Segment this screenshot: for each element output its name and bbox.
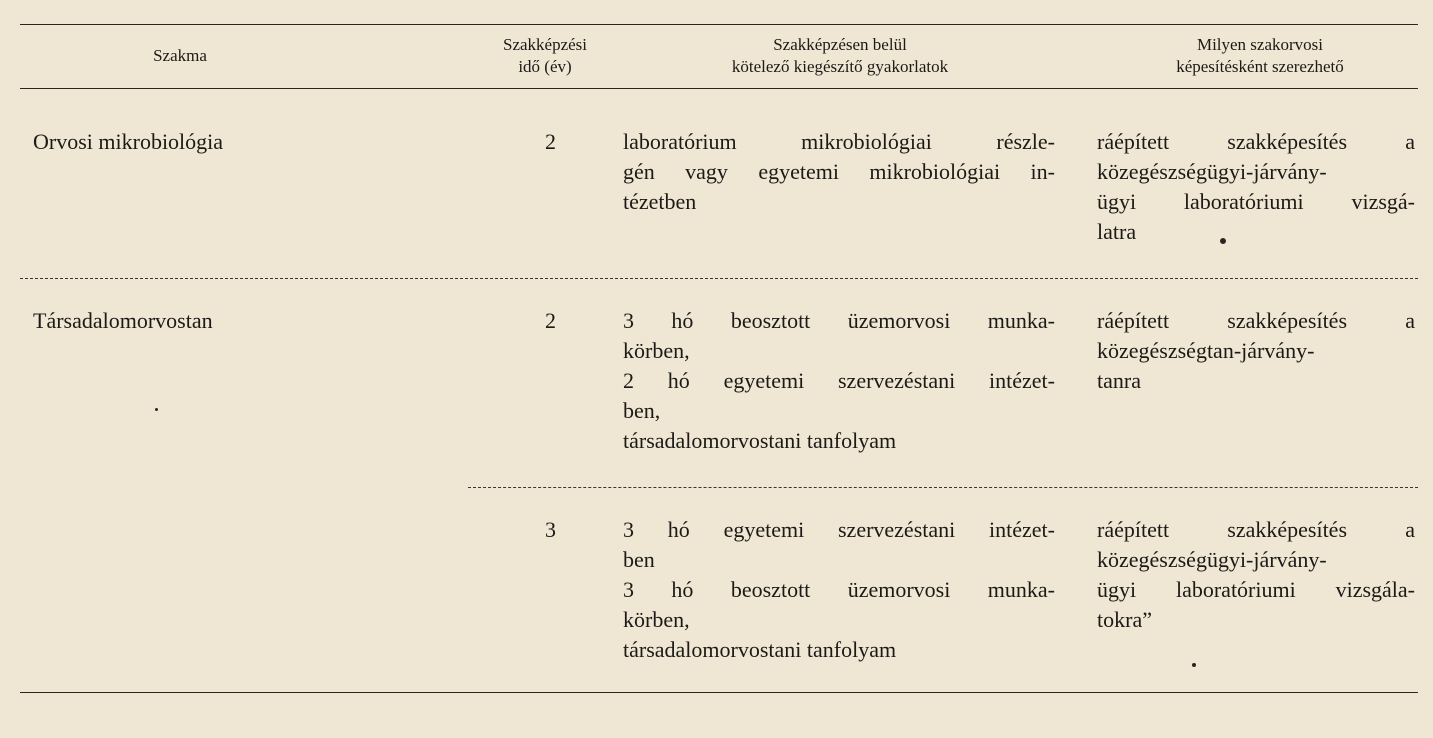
row3-practice	[623, 515, 1055, 665]
row1-qualification-line: latra	[1097, 219, 1137, 244]
header-specialty: Szakma	[153, 46, 207, 65]
header-training-years: Szakképzési idő (év)	[502, 35, 588, 76]
row1-years: 2	[545, 129, 556, 154]
row3-qualification	[1097, 515, 1415, 635]
row3-practice-line: 3 hó egyetemi szervezéstani intézet-	[623, 517, 1055, 542]
row1-practice-line: laboratórium mikrobiológiai részle-	[623, 129, 1055, 154]
ink-speck	[1220, 238, 1226, 244]
row2-practice-line: társadalomorvostani tanfolyam	[623, 428, 897, 453]
row3-practice-line: körben,	[623, 607, 690, 632]
row1-qualification-line: ügyi laboratóriumi vizsgá-	[1097, 189, 1415, 214]
row3-qualification-line: ügyi laboratóriumi vizsgála-	[1097, 577, 1415, 602]
table-top-rule	[20, 24, 1418, 25]
ink-speck	[1192, 663, 1196, 667]
row2-practice	[623, 306, 1055, 456]
row1-practice-line: tézetben	[623, 189, 697, 214]
row3-qualification-line: közegészségügyi-járvány-	[1097, 547, 1327, 572]
row2-years: 2	[545, 308, 556, 333]
row2-practice-line: 3 hó beosztott üzemorvosi munka-	[623, 308, 1055, 333]
row2-practice-line: körben,	[623, 338, 690, 363]
sub-row-separator	[468, 487, 1418, 488]
row1-practice-line: gén vagy egyetemi mikrobiológiai in-	[623, 159, 1055, 184]
row1-qualification-line: közegészségügyi-járvány-	[1097, 159, 1327, 184]
row1-practice	[623, 127, 1055, 217]
row1-specialty: Orvosi mikrobiológia	[33, 129, 224, 154]
ink-speck	[155, 408, 158, 411]
row3-qualification-line: ráépített szakképesítés a	[1097, 517, 1415, 542]
row2-qualification	[1097, 306, 1415, 396]
row1-qualification-line: ráépített szakképesítés a	[1097, 129, 1415, 154]
row3-practice-line: 3 hó beosztott üzemorvosi munka-	[623, 577, 1055, 602]
table-bottom-rule	[20, 692, 1418, 693]
row2-qualification-line: ráépített szakképesítés a	[1097, 308, 1415, 333]
row3-practice-line: ben	[623, 547, 655, 572]
row2-specialty: Társadalomorvostan	[33, 308, 213, 333]
header-qualification: Milyen szakorvosi képesítésként szerezhető	[1176, 35, 1344, 76]
row2-qualification-line: közegészségtan-járvány-	[1097, 338, 1315, 363]
row2-qualification-line: tanra	[1097, 368, 1141, 393]
row1-qualification	[1097, 127, 1415, 247]
row3-practice-line: társadalomorvostani tanfolyam	[623, 637, 897, 662]
header-bottom-rule	[20, 88, 1418, 89]
row3-years: 3	[545, 517, 556, 542]
row2-practice-line: 2 hó egyetemi szervezéstani intézet-	[623, 368, 1055, 393]
row2-practice-line: ben,	[623, 398, 661, 423]
row3-qualification-line: tokra”	[1097, 607, 1152, 632]
row-separator	[20, 278, 1418, 279]
header-mandatory-practice: Szakképzésen belül kötelező kiegészítő gyakorlatok	[731, 35, 949, 76]
